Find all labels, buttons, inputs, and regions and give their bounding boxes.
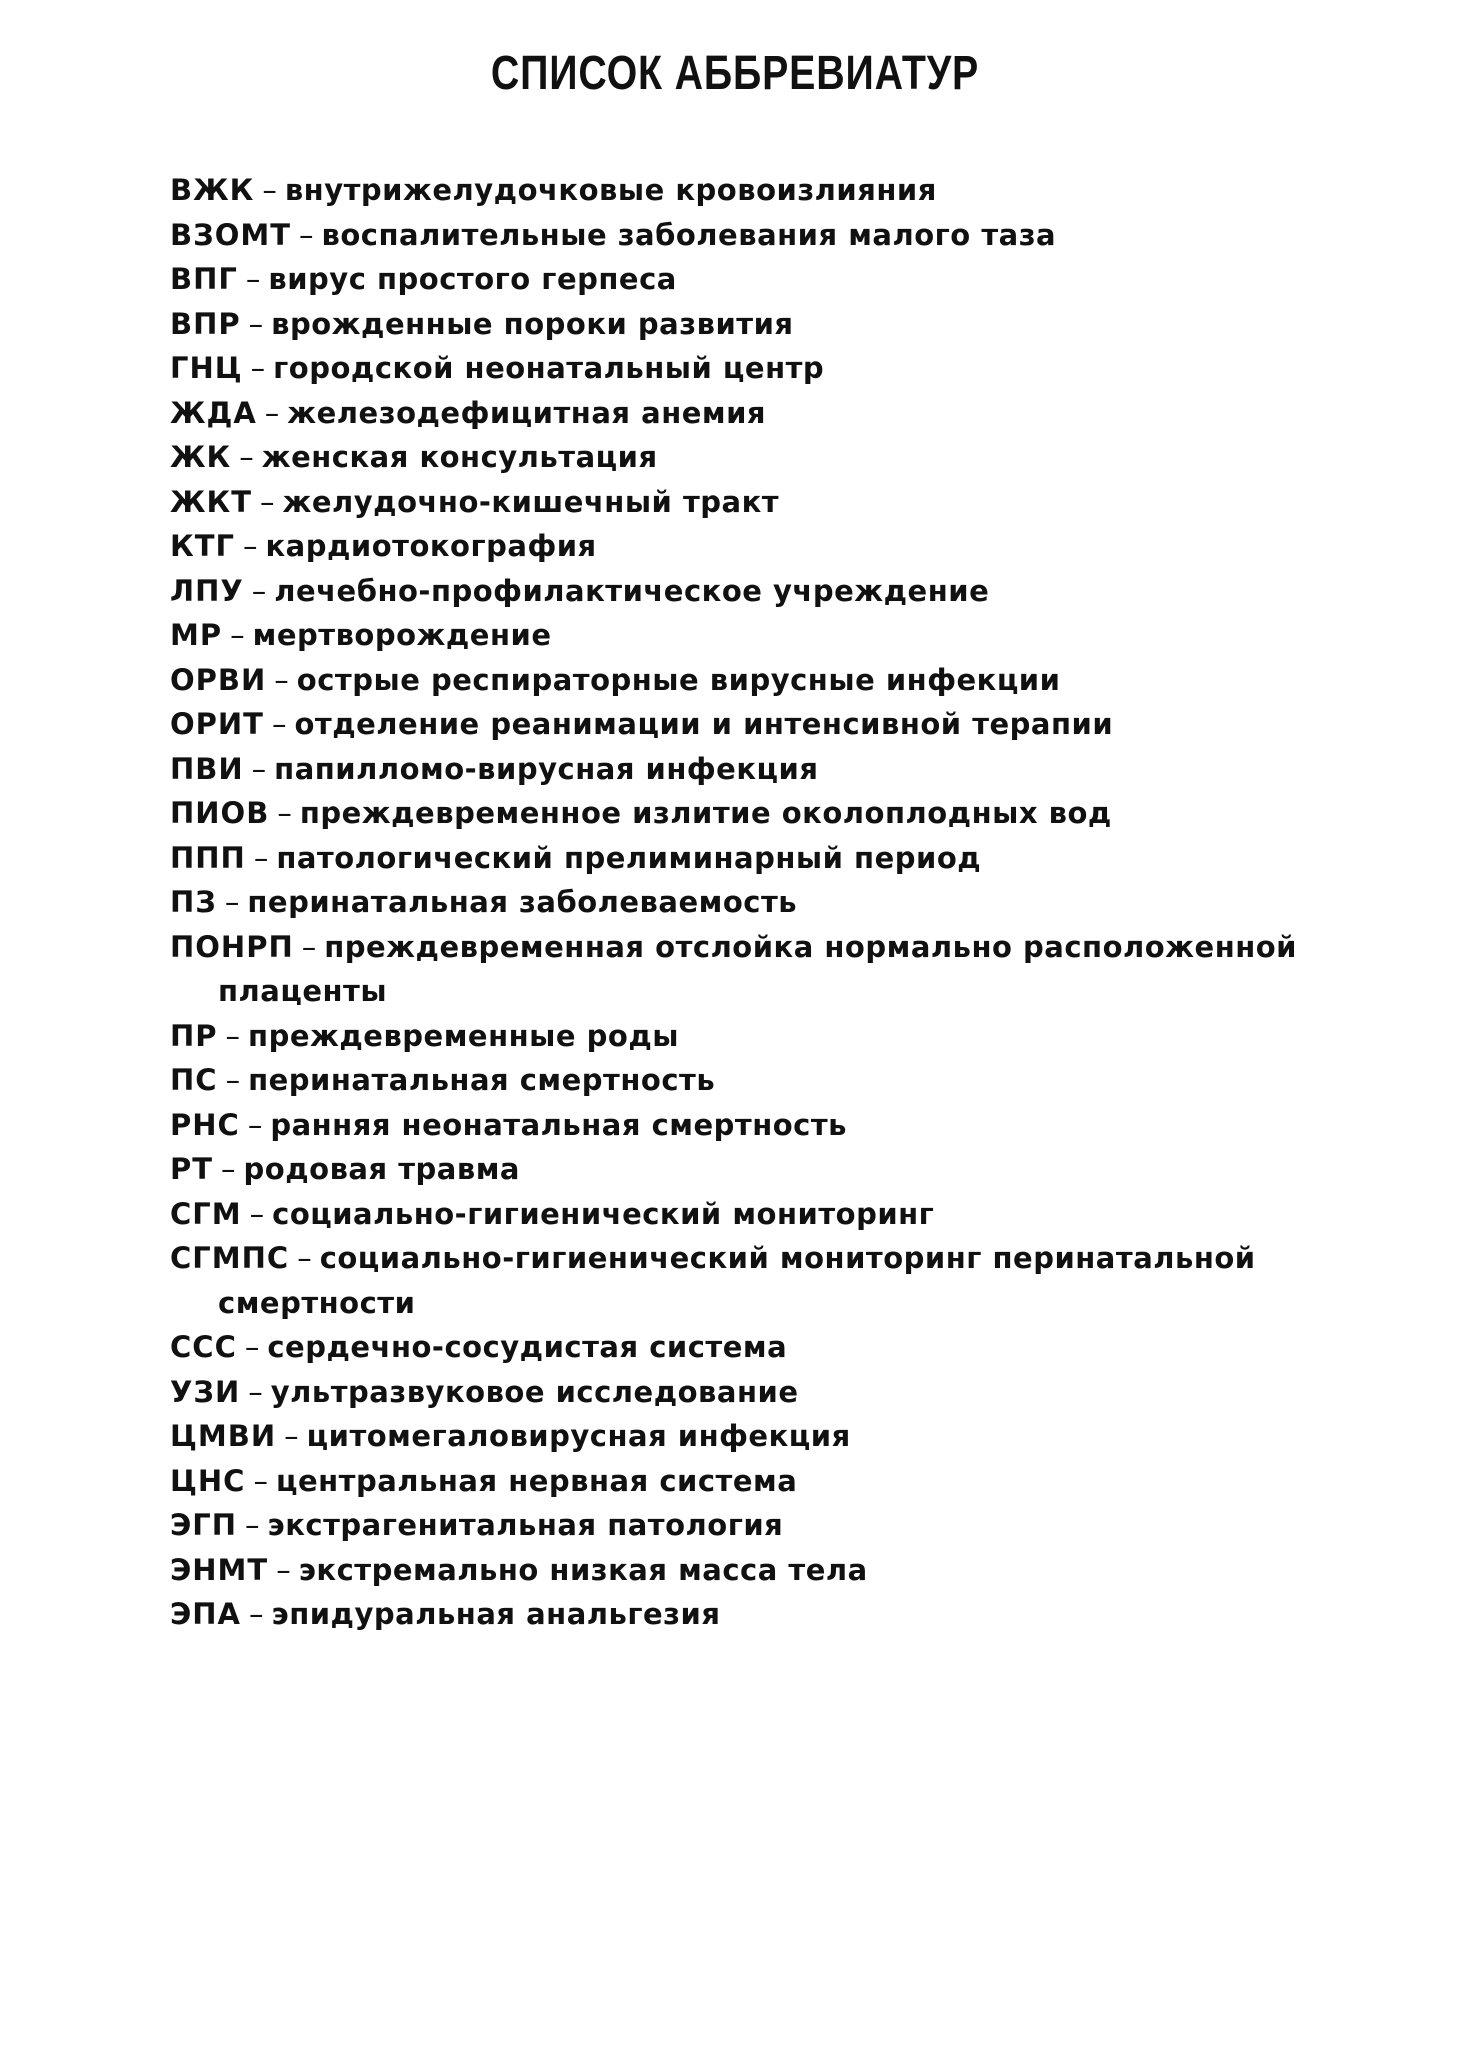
- abbreviation-entry: [170, 391, 1350, 436]
- dash-separator: –: [249, 1597, 264, 1631]
- abbreviation-entry: [170, 480, 1350, 525]
- dash-separator: –: [251, 751, 267, 786]
- dash-separator: –: [221, 1152, 236, 1186]
- abbreviation-term: ПВИ: [170, 751, 244, 786]
- dash-separator: –: [249, 1196, 265, 1231]
- abbreviation-entry: [170, 613, 1350, 658]
- abbreviation-entry: [170, 257, 1350, 302]
- abbreviation-term: МР: [170, 618, 223, 652]
- abbreviation-definition: центральная нервная система: [275, 1463, 798, 1498]
- abbreviation-entry: [170, 1325, 1350, 1370]
- dash-separator: –: [225, 1063, 241, 1097]
- abbreviation-entry: [170, 702, 1350, 747]
- abbreviation-entry: [170, 1503, 1350, 1548]
- abbreviation-term: СГМ: [170, 1196, 242, 1231]
- abbreviation-entry: [170, 1548, 1350, 1593]
- dash-separator: –: [301, 929, 317, 964]
- dash-separator: –: [244, 1330, 260, 1364]
- abbreviation-definition: родовая травма: [243, 1152, 520, 1186]
- abbreviation-term: ЦМВИ: [170, 1419, 277, 1453]
- dash-separator: –: [260, 484, 275, 519]
- abbreviation-entry: [170, 747, 1350, 792]
- abbreviation-definition: врожденные пороки развития: [271, 306, 794, 341]
- abbreviation-entry: [170, 346, 1350, 391]
- abbreviation-term: УЗИ: [170, 1374, 241, 1409]
- abbreviation-entry: [170, 658, 1350, 703]
- dash-separator: –: [253, 1463, 268, 1498]
- abbreviation-entry: [170, 1370, 1350, 1415]
- abbreviation-list: [170, 168, 1350, 1637]
- abbreviation-entry: [170, 1147, 1350, 1192]
- abbreviation-definition: железодефицитная анемия: [287, 395, 767, 430]
- abbreviation-definition: преждевременное излитие околоплодных вод: [299, 796, 1112, 830]
- abbreviation-definition: городской неонатальный центр: [273, 351, 825, 385]
- abbreviation-definition: преждевременная отслойка нормально расположенной плаценты: [218, 929, 1298, 1008]
- abbreviation-entry: [170, 1459, 1350, 1504]
- abbreviation-definition: внутрижелудочковые кровоизлияния: [284, 173, 937, 207]
- abbreviation-term: СГМПС: [170, 1241, 290, 1275]
- abbreviation-entry: [170, 1014, 1350, 1059]
- abbreviation-entry: [170, 925, 1350, 1014]
- dash-separator: –: [224, 885, 240, 919]
- abbreviation-term: КТГ: [170, 529, 235, 563]
- dash-separator: –: [245, 1508, 260, 1542]
- abbreviation-definition: экстремально низкая масса тела: [298, 1552, 868, 1587]
- dash-separator: –: [245, 262, 261, 296]
- abbreviation-definition: сердечно-сосудистая система: [267, 1330, 788, 1364]
- abbreviation-entry: [170, 791, 1350, 836]
- abbreviation-definition: патологический прелиминарный период: [276, 840, 982, 875]
- abbreviation-definition: перинатальная смертность: [248, 1063, 716, 1097]
- abbreviation-definition: перинатальная заболеваемость: [247, 885, 798, 919]
- abbreviation-definition: экстрагенитальная патология: [267, 1508, 784, 1542]
- abbreviation-entry: [170, 1414, 1350, 1459]
- abbreviation-definition: вирус простого герпеса: [268, 262, 677, 296]
- abbreviation-term: ВЖК: [170, 173, 255, 207]
- abbreviation-definition: эпидуральная анальгезия: [271, 1597, 721, 1631]
- abbreviation-entry: [170, 1592, 1350, 1637]
- abbreviation-term: ЖДА: [170, 395, 257, 430]
- dash-separator: –: [239, 440, 254, 474]
- abbreviation-term: ПС: [170, 1063, 218, 1097]
- abbreviation-entry: [170, 302, 1350, 347]
- dash-separator: –: [271, 707, 287, 741]
- abbreviation-term: РНС: [170, 1107, 240, 1142]
- abbreviation-definition: социально-гигиенический мониторинг перинатальной смертности: [218, 1241, 1256, 1320]
- abbreviation-definition: воспалительные заболевания малого таза: [321, 217, 1057, 252]
- abbreviation-term: ВПГ: [170, 262, 238, 296]
- abbreviation-definition: цитомегаловирусная инфекция: [306, 1419, 851, 1453]
- abbreviation-term: ЭГП: [170, 1508, 238, 1542]
- abbreviation-definition: папилломо-вирусная инфекция: [274, 751, 819, 786]
- dash-separator: –: [274, 662, 289, 697]
- abbreviation-term: ВЗОМТ: [170, 217, 291, 252]
- abbreviation-definition: желудочно-кишечный тракт: [282, 484, 780, 519]
- abbreviation-term: ОРИТ: [170, 707, 264, 741]
- abbreviation-definition: мертворождение: [252, 618, 552, 652]
- page-title: СПИСОК АББРЕВИАТУР: [490, 47, 980, 100]
- abbreviation-entry: [170, 1236, 1350, 1325]
- abbreviation-entry: [170, 880, 1350, 925]
- abbreviation-term: ЭНМТ: [170, 1552, 269, 1587]
- abbreviation-definition: ранняя неонатальная смертность: [270, 1107, 847, 1142]
- dash-separator: –: [253, 840, 269, 875]
- abbreviation-term: ЛПУ: [170, 573, 244, 608]
- dash-separator: –: [262, 173, 277, 207]
- abbreviation-entry: [170, 1103, 1350, 1148]
- abbreviation-definition: отделение реанимации и интенсивной терапии: [294, 707, 1114, 741]
- dash-separator: –: [277, 796, 292, 830]
- dash-separator: –: [230, 618, 245, 652]
- abbreviation-entry: [170, 1058, 1350, 1103]
- abbreviation-definition: ультразвуковое исследование: [270, 1374, 799, 1409]
- abbreviation-term: ПР: [170, 1018, 218, 1053]
- dash-separator: –: [264, 395, 280, 430]
- abbreviation-definition: лечебно-профилактическое учреждение: [274, 573, 990, 608]
- abbreviation-term: ПОНРП: [170, 929, 294, 964]
- abbreviation-entry: [170, 569, 1350, 614]
- abbreviation-entry: [170, 1192, 1350, 1237]
- dash-separator: –: [299, 217, 314, 252]
- dash-separator: –: [251, 573, 267, 608]
- abbreviation-term: ППП: [170, 840, 246, 875]
- abbreviation-definition: женская консультация: [261, 440, 658, 474]
- abbreviation-entry: [170, 524, 1350, 569]
- abbreviation-entry: [170, 213, 1350, 258]
- dash-separator: –: [248, 1374, 263, 1409]
- abbreviation-term: ОРВИ: [170, 662, 267, 697]
- dash-separator: –: [242, 529, 258, 563]
- dash-separator: –: [248, 306, 264, 341]
- abbreviation-entry: [170, 168, 1350, 213]
- abbreviation-term: ПЗ: [170, 885, 217, 919]
- abbreviation-definition: острые респираторные вирусные инфекции: [296, 662, 1061, 697]
- dash-separator: –: [297, 1241, 312, 1275]
- dash-separator: –: [276, 1552, 291, 1587]
- abbreviation-term: ВПР: [170, 306, 241, 341]
- abbreviation-term: ЖКТ: [170, 484, 252, 519]
- abbreviation-term: ПИОВ: [170, 796, 270, 830]
- abbreviation-term: РТ: [170, 1152, 214, 1186]
- dash-separator: –: [284, 1419, 299, 1453]
- dash-separator: –: [225, 1018, 241, 1053]
- dash-separator: –: [250, 351, 266, 385]
- abbreviation-term: ЖК: [170, 440, 232, 474]
- abbreviation-definition: преждевременные роды: [248, 1018, 679, 1053]
- abbreviation-definition: кардиотокография: [265, 529, 597, 563]
- abbreviation-term: ССС: [170, 1330, 237, 1364]
- abbreviation-term: ЦНС: [170, 1463, 246, 1498]
- abbreviation-definition: социально-гигиенический мониторинг: [272, 1196, 935, 1231]
- abbreviation-entry: [170, 435, 1350, 480]
- abbreviation-entry: [170, 836, 1350, 881]
- abbreviation-term: ГНЦ: [170, 351, 243, 385]
- abbreviation-term: ЭПА: [170, 1597, 241, 1631]
- dash-separator: –: [247, 1107, 263, 1142]
